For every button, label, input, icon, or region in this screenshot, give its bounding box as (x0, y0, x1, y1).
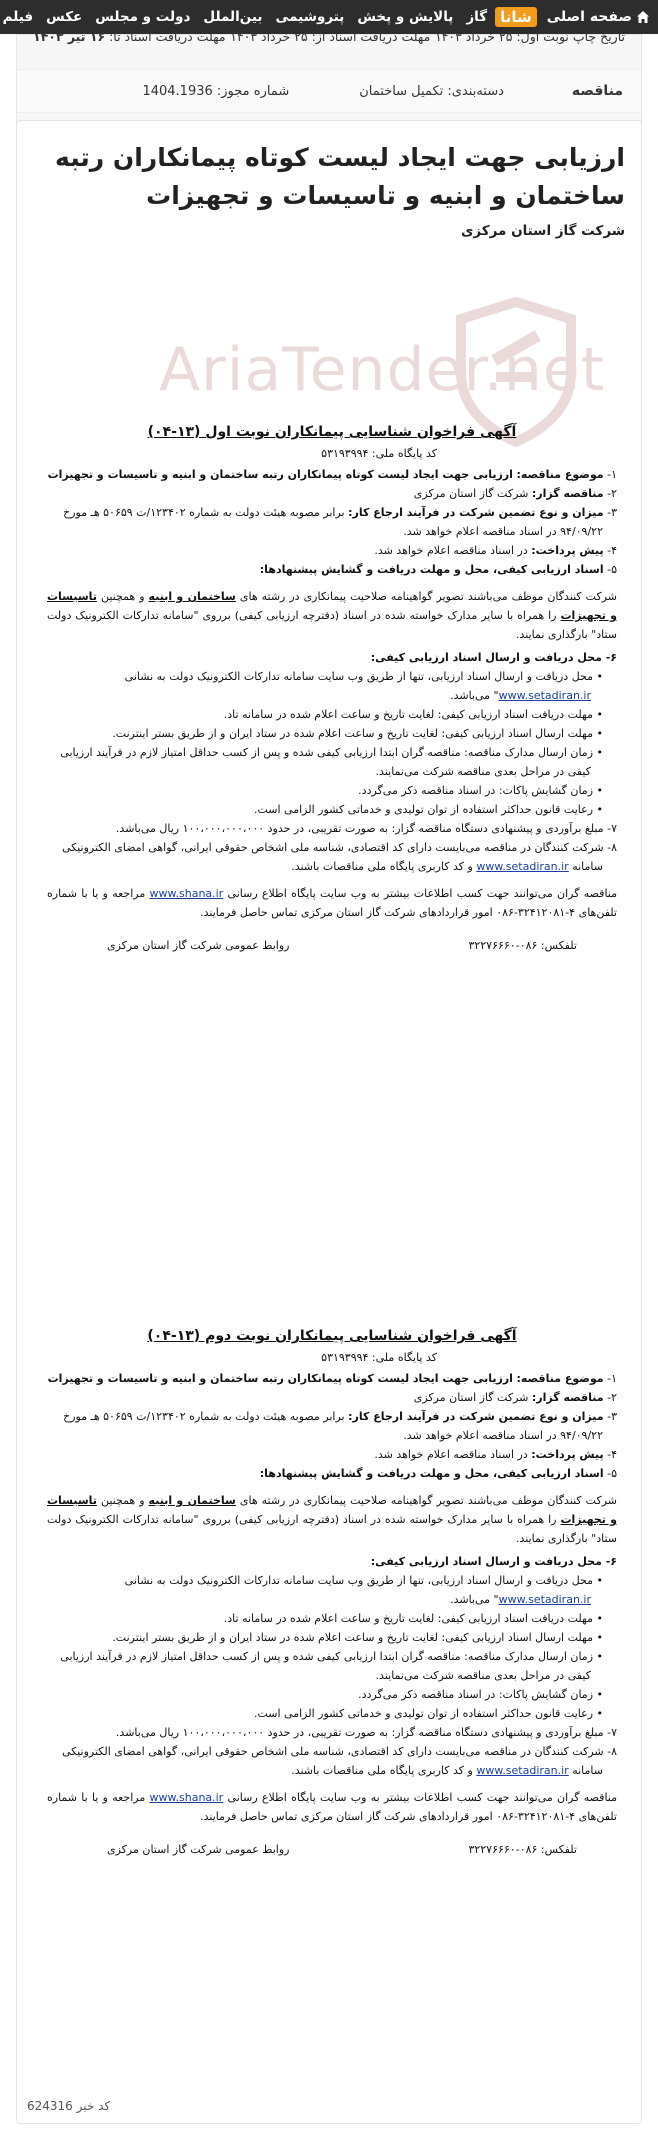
eligibility-paragraph: شرکت کنندگان موظف می‌باشند تصویر گواهینامه صلاحیت پیمانکاری در رشته های ساختمان و ابنیه و همچنین تاسیسات و تجهیزات را همراه با سایر مدارک خواسته شده در اسناد (دفترچه ارزیابی کیفی) برروی "سامانه تدارکات الکترونیک دولت ستاد" بارگذاری نمایند. (47, 1494, 618, 1545)
nav-item-gas[interactable]: گاز (466, 9, 488, 25)
notice-item: ۸- شرکت کنندگان در مناقصه می‌بایست دارای کد اقتصادی، شناسه ملی اشخاص حقوقی ایرانی، گواهی امضای الکترونیکی سامانه www.setadiran.ir و کد کاربری پایگاه ملی مناقصات باشند. (61, 1745, 617, 1777)
notice-first (47, 423, 617, 955)
notice-item: ۳- میزان و نوع تضمین شرکت در فرآیند ارجاع کار: برابر مصوبه هیئت دولت به شماره ۱۲۳۴۰۲/ت ۵۰۶۵۹ هـ مورخ ۹۴/۰۹/۲۲ در اسناد مناقصه اعلام خواهد شد. (63, 1410, 617, 1442)
date-row (17, 29, 641, 51)
notice-item: ۴- پیش پرداخت: در اسناد مناقصه اعلام خواهد شد. (374, 544, 617, 557)
notice-item: ۱- موضوع مناقصه: ارزیابی جهت ایجاد لیست کوتاه پیمانکاران رتبه ساختمان و ابنیه و تاسیسات و تجهیزات (47, 1372, 617, 1385)
notice-subitem: • محل دریافت و ارسال اسناد ارزیابی، تنها از طریق وب سایت سامانه تدارکات الکترونیک دولت به نشانی www.setadiran.ir" می‌باشد. (124, 670, 603, 702)
nav-item-video[interactable]: فیلم (2, 9, 34, 25)
notice-item: ۸- شرکت کنندگان در مناقصه می‌بایست دارای کد اقتصادی، شناسه ملی اشخاص حقوقی ایرانی، گواهی امضای الکترونیکی سامانه www.setadiran.ir و کد کاربری پایگاه ملی مناقصات باشند. (61, 841, 617, 873)
notice-subitem: • مهلت ارسال اسناد ارزیابی کیفی: لغایت تاریخ و ساعت اعلام شده در ستاد ایران و از طریق بستر اینترنت. (112, 727, 603, 740)
setad-link[interactable]: www.setadiran.ir (476, 1764, 569, 1777)
national-code: کد پایگاه ملی: ۵۳۱۹۳۹۹۴ (321, 1351, 437, 1364)
home-label: صفحه اصلی (546, 9, 632, 25)
notice-title: آگهی فراخوان شناسایی پیمانکاران نوبت اول (۱۳-۰۴) (147, 424, 517, 440)
notice-footer (47, 936, 617, 955)
print-date: تاریخ چاپ نوبت اول: ۲۵ خرداد ۱۴۰۳ (434, 29, 625, 44)
notice-subitem: • زمان گشایش پاکات: در اسناد مناقصه ذکر می‌گردد. (358, 784, 603, 797)
notice-subitem: • محل دریافت و ارسال اسناد ارزیابی، تنها از طریق وب سایت سامانه تدارکات الکترونیک دولت به نشانی www.setadiran.ir" می‌باشد. (124, 1574, 603, 1606)
public-relations: روابط عمومی شرکت گاز استان مرکزی (107, 1843, 290, 1856)
submit-deadline: مهلت دریافت اسناد تا: ۱۶ تیر ۱۴۰۳ (33, 29, 226, 44)
notice-item: ۴- پیش پرداخت: در اسناد مناقصه اعلام خواهد شد. (374, 1448, 617, 1461)
notice-item: ۳- میزان و نوع تضمین شرکت در فرآیند ارجاع کار: برابر مصوبه هیئت دولت به شماره ۱۲۳۴۰۲/ت ۵۰۶۵۹ هـ مورخ ۹۴/۰۹/۲۲ در اسناد مناقصه اعلام خواهد شد. (63, 506, 617, 538)
notice-subitem: • زمان ارسال مدارک مناقصه: مناقصه گران ابتدا ارزیابی کیفی شده و پس از کسب حداقل امتیاز لازم در فرآیند ارزیابی کیفی در مراحل بعدی مناقصه شرکت می‌نمایند. (60, 746, 603, 778)
notice-item: ۲- مناقصه گزار: شرکت گاز استان مرکزی (413, 1391, 617, 1404)
notice-item: ۲- مناقصه گزار: شرکت گاز استان مرکزی (413, 487, 617, 500)
notice-item: ۷- مبلغ برآوردی و پیشنهادی دستگاه مناقصه گزار: به صورت تقریبی، در حدود ۱۰۰،۰۰۰،۰۰۰،۰۰۰ ریال می‌باشد. (115, 1726, 617, 1739)
closing-paragraph: مناقصه گران می‌توانند جهت کسب اطلاعات بیشتر به وب سایت پایگاه اطلاع رسانی www.shana.ir مراجعه و یا با شماره تلفن‌های ۴-۳۲۴۱۲۰۸۱-۰۸۶ امور قراردادهای شرکت گاز استان مرکزی تماس حاصل فرمایند. (47, 1791, 618, 1823)
national-code: کد پایگاه ملی: ۵۳۱۹۳۹۹۴ (321, 447, 437, 460)
nav-item-petrochemical[interactable]: پتروشیمی (275, 9, 345, 25)
public-relations: روابط عمومی شرکت گاز استان مرکزی (107, 939, 290, 952)
nav-item-government[interactable]: دولت و مجلس (95, 9, 191, 25)
closing-paragraph: مناقصه گران می‌توانند جهت کسب اطلاعات بیشتر به وب سایت پایگاه اطلاع رسانی www.shana.ir مراجعه و یا با شماره تلفن‌های ۴-۳۲۴۱۲۰۸۱-۰۸۶ امور قراردادهای شرکت گاز استان مرکزی تماس حاصل فرمایند. (47, 887, 618, 919)
notice-item: ۵- اسناد ارزیابی کیفی، محل و مهلت دریافت و گشایش پیشنهادها: (259, 1467, 617, 1480)
notice-item: ۵- اسناد ارزیابی کیفی، محل و مهلت دریافت و گشایش پیشنهادها: (259, 563, 617, 576)
classification-row (17, 69, 641, 113)
nav-item-international[interactable]: بین‌الملل (203, 9, 263, 25)
setad-link[interactable]: www.setadiran.ir (498, 689, 591, 702)
notice-subitem: • رعایت قانون حداکثر استفاده از توان تولیدی و خدماتی کشور الزامی است. (253, 1707, 603, 1720)
notice-subitem: • مهلت دریافت اسناد ارزیابی کیفی: لغایت تاریخ و ساعت اعلام شده در سامانه تاد. (223, 1612, 603, 1625)
notice-footer (47, 1840, 617, 1859)
watermark-text: AriaTender.net (159, 335, 606, 405)
notice-subitem: • زمان ارسال مدارک مناقصه: مناقصه گران ابتدا ارزیابی کیفی شده و پس از کسب حداقل امتیاز لازم در فرآیند ارزیابی کیفی در مراحل بعدی مناقصه شرکت می‌نمایند. (60, 1650, 603, 1682)
shana-link[interactable]: www.shana.ir (149, 1791, 224, 1804)
shana-link[interactable]: www.shana.ir (149, 887, 224, 900)
notice-item: ۶- محل دریافت و ارسال اسناد ارزیابی کیفی: (370, 1555, 617, 1568)
notice-subitem: • رعایت قانون حداکثر استفاده از توان تولیدی و خدماتی کشور الزامی است. (253, 803, 603, 816)
license-number: شماره مجوز: 1404.1936 (142, 83, 290, 99)
setad-link[interactable]: www.setadiran.ir (498, 1593, 591, 1606)
nav-item-photo[interactable]: عکس (46, 9, 83, 25)
fax-number: تلفکس: ۰۸۶-۳۲۲۷۶۶۶۰ (468, 1843, 577, 1856)
fax-number: تلفکس: ۰۸۶-۳۲۲۷۶۶۶۰ (468, 939, 577, 952)
notice-item: ۱- موضوع مناقصه: ارزیابی جهت ایجاد لیست کوتاه پیمانکاران رتبه ساختمان و ابنیه و تاسیسات و تجهیزات (47, 468, 617, 481)
notice-subitem: • مهلت ارسال اسناد ارزیابی کیفی: لغایت تاریخ و ساعت اعلام شده در ستاد ایران و از طریق بستر اینترنت. (112, 1631, 603, 1644)
notice-second (47, 1327, 617, 1859)
notice-subitem: • زمان گشایش پاکات: در اسناد مناقصه ذکر می‌گردد. (358, 1688, 603, 1701)
nav-item-refining[interactable]: پالایش و پخش (357, 9, 454, 25)
eligibility-paragraph: شرکت کنندگان موظف می‌باشند تصویر گواهینامه صلاحیت پیمانکاری در رشته های ساختمان و ابنیه و همچنین تاسیسات و تجهیزات را همراه با سایر مدارک خواسته شده در اسناد (دفترچه ارزیابی کیفی) برروی "سامانه تدارکات الکترونیک دولت ستاد" بارگذاری نمایند. (47, 590, 618, 641)
news-code: کد خبر 624316 (27, 2099, 111, 2113)
notice-item: ۶- محل دریافت و ارسال اسناد ارزیابی کیفی: (370, 651, 617, 664)
notice-subitem: • مهلت دریافت اسناد ارزیابی کیفی: لغایت تاریخ و ساعت اعلام شده در سامانه تاد. (223, 708, 603, 721)
docs-deadline: مهلت دریافت اسناد از: ۲۵ خرداد ۱۴۰۳ (230, 29, 431, 44)
tender-type: مناقصه (571, 83, 623, 99)
setad-link[interactable]: www.setadiran.ir (476, 860, 569, 873)
organization-name: شرکت گاز استان مرکزی (461, 223, 625, 239)
page-title: ارزیابی جهت ایجاد لیست کوتاه پیمانکاران رتبه ساختمان و ابنیه و تاسیسات و تجهیزات (55, 143, 625, 210)
site-logo[interactable]: شانا (495, 7, 537, 27)
article-card (16, 120, 642, 2124)
home-icon (636, 10, 650, 24)
notice-title: آگهی فراخوان شناسایی پیمانکاران نوبت دوم (۱۳-۰۴) (147, 1328, 517, 1344)
tender-category: دسته‌بندی: تکمیل ساختمان (359, 83, 504, 99)
home-link[interactable] (547, 9, 650, 25)
notice-item: ۷- مبلغ برآوردی و پیشنهادی دستگاه مناقصه گزار: به صورت تقریبی، در حدود ۱۰۰،۰۰۰،۰۰۰،۰۰۰ ریال می‌باشد. (115, 822, 617, 835)
